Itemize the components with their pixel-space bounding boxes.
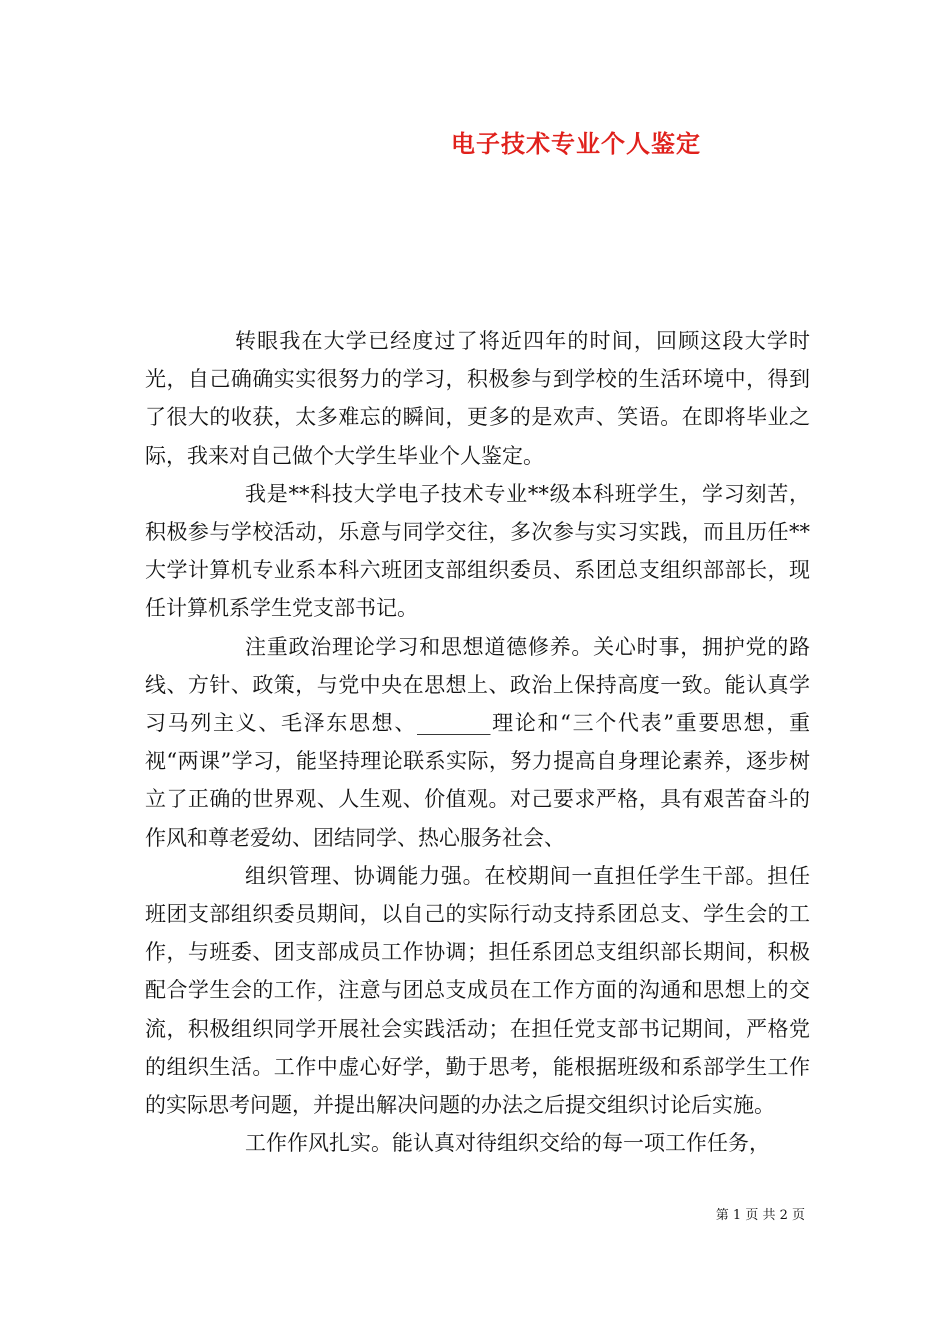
paragraph-background: 我是**科技大学电子技术专业**级本科班学生，学习刻苦，积极参与学校活动，乐意与同学交往，多次参与实习实践，而且历任**大学计算机专业系本科六班团支部组织委员、系团总支组织部部长，现任计算机系学生党支部书记。 [145, 481, 810, 621]
paragraph-work-style: 工作作风扎实。能认真对待组织交给的每一项工作任务， [245, 1131, 770, 1156]
paragraph-political-study: 注重政治理论学习和思想道德修养。关心时事，拥护党的路线、方针、政策，与党中央在思想上、政治上保持高度一致。能认真学习马列主义、毛泽东思想、_______理论和“三个代表”重要思想，重视“两课”学习，能坚持理论联系实际，努力提高自身理论素养，逐步树立了正确的世界观、人生观、价值观。对己要求严格，具有艰苦奋斗的作风和尊老爱幼、团结同学、热心服务社会、 [145, 634, 810, 850]
paragraph-intro: 转眼我在大学已经度过了将近四年的时间，回顾这段大学时光，自己确确实实很努力的学习，积极参与到学校的生活环境中，得到了很大的收获，太多难忘的瞬间，更多的是欢声、笑语。在即将毕业之际，我来对自己做个大学生毕业个人鉴定。 [145, 329, 810, 468]
document-title: 电子技术专业个人鉴定 [451, 129, 701, 158]
page-number: 第 1 页 共 2 页 [715, 1208, 805, 1223]
paragraph-organization: 组织管理、协调能力强。在校期间一直担任学生干部。担任班团支部组织委员期间，以自己的实际行动支持系团总支、学生会的工作，与班委、团支部成员工作协调；担任系团总支组织部长期间，积极配合学生会的工作，注意与团总支成员在工作方面的沟通和思想上的交流，积极组织同学开展社会实践活动；在担任党支部书记期间，严格党的组织生活。工作中虚心好学，勤于思考，能根据班级和系部学生工作的实际思考问题，并提出解决问题的办法之后提交组织讨论后实施。 [145, 863, 810, 1118]
document-body [145, 322, 810, 1162]
